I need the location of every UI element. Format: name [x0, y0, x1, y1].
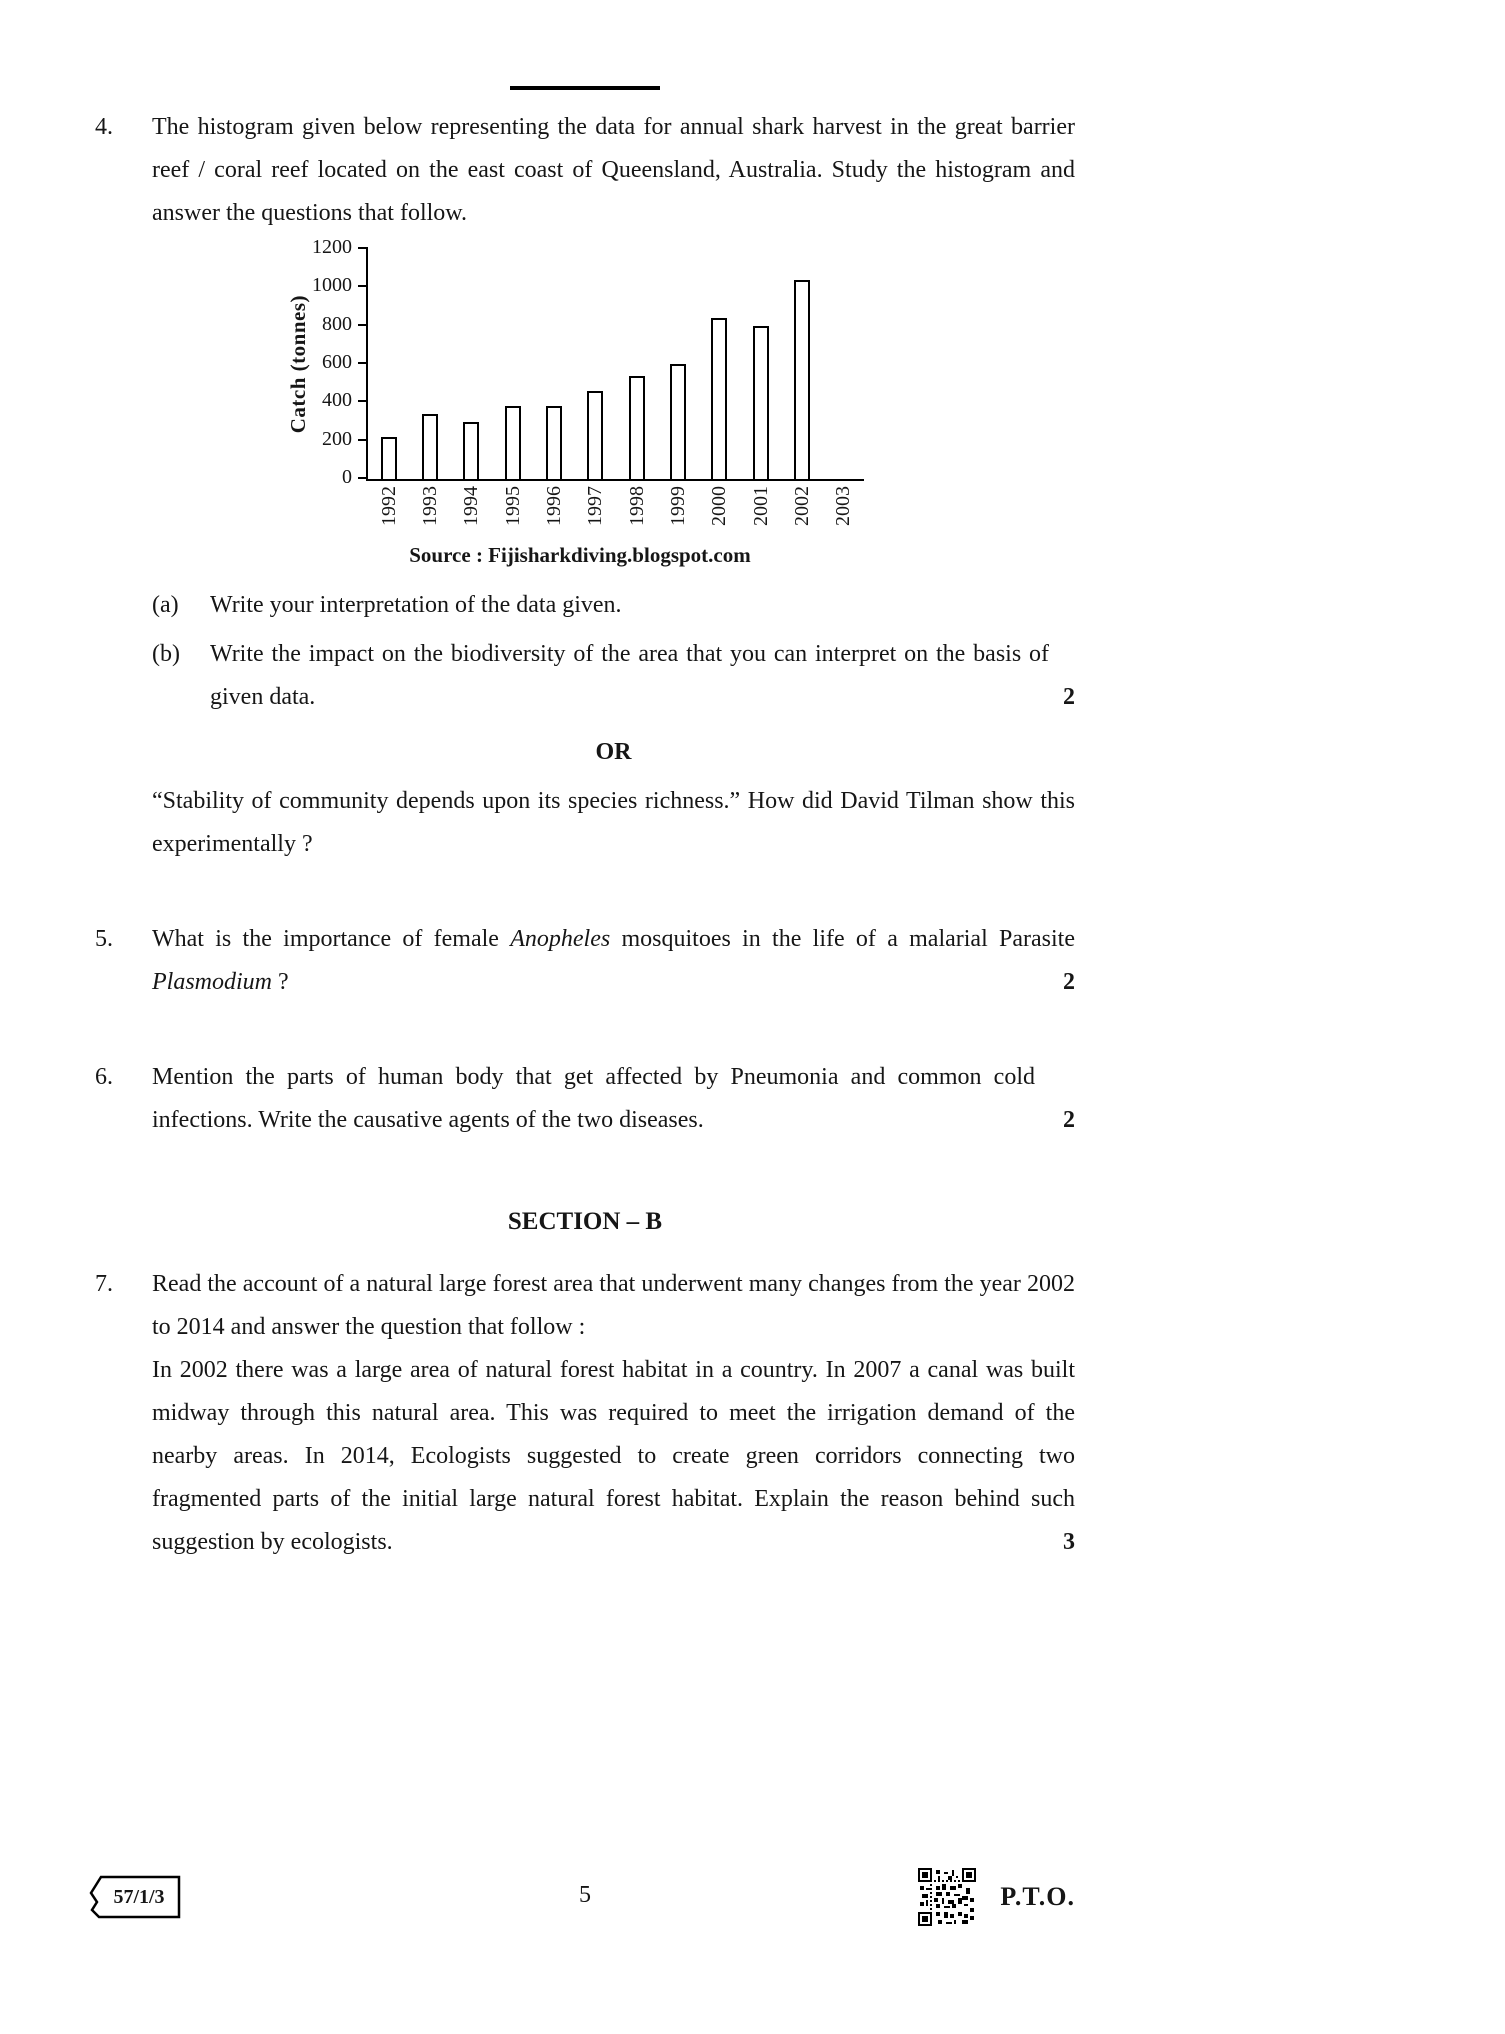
y-axis-tick [322, 312, 368, 335]
y-tick-label: 400 [322, 389, 352, 412]
bar-2001 [753, 326, 769, 479]
x-slot-2000 [699, 486, 740, 539]
bar-slot-1992 [368, 249, 409, 479]
pto-label: P.T.O. [1000, 1882, 1075, 1911]
histogram-plot [312, 236, 864, 488]
page-footer [95, 1868, 1075, 1928]
x-slot-2001 [740, 486, 781, 539]
question-6-number: 6. [95, 1064, 113, 1090]
question-4a-label: (a) [152, 592, 179, 618]
x-slot-2002 [781, 486, 822, 539]
question-4b-text: Write the impact on the biodiversity of the area that you can interpret on the basis of given data. [210, 641, 1049, 710]
bar-slot-2003 [823, 249, 864, 479]
bar-1995 [505, 406, 521, 479]
x-slot-1994 [451, 486, 492, 539]
bar-1997 [587, 391, 603, 479]
question-4 [95, 106, 1075, 866]
question-4a [152, 584, 1075, 627]
question-4a-text: Write your interpretation of the data given. [210, 592, 622, 618]
x-tick-label: 2002 [790, 486, 813, 526]
question-5 [95, 918, 1075, 1004]
bar-slot-1995 [492, 249, 533, 479]
question-5-text-part3: ? [272, 969, 289, 995]
question-4-or-text: “Stability of community depends upon its species richness.” How did David Tilman show this experimentally ? [152, 788, 1075, 857]
bar-1992 [381, 437, 397, 479]
y-tick-label: 1200 [312, 236, 352, 258]
y-tick-label: 800 [322, 312, 352, 335]
bar-slot-1993 [409, 249, 450, 479]
histogram-x-labels [368, 481, 864, 539]
bar-1993 [422, 414, 438, 479]
y-axis-tick [342, 466, 368, 488]
x-slot-1999 [657, 486, 698, 539]
shark-harvest-histogram [152, 236, 1075, 568]
question-6 [95, 1056, 1075, 1142]
bar-slot-1996 [533, 249, 574, 479]
page-number: 5 [579, 1882, 591, 1908]
question-7 [95, 1263, 1075, 1564]
x-tick-label: 1999 [666, 486, 689, 526]
y-axis-tick [322, 351, 368, 373]
bar-1994 [463, 422, 479, 480]
question-7-marks: 3 [1063, 1529, 1075, 1555]
bar-slot-2001 [740, 249, 781, 479]
question-5-text-part1: What is the importance of female [152, 926, 511, 952]
section-b-heading: SECTION – B [507, 1208, 663, 1235]
question-5-anopheles: Anopheles [510, 926, 611, 952]
y-axis-tick [312, 236, 368, 258]
bar-slot-1997 [575, 249, 616, 479]
x-slot-1995 [492, 486, 533, 539]
question-4-intro: The histogram given below representing the data for annual shark harvest in the great barrier reef / coral reef located on the east coast of Queensland, Australia. Study the histogram and answer the questions that follow. [152, 114, 1075, 226]
x-tick-label: 2000 [708, 486, 731, 526]
y-axis-tick [322, 427, 368, 450]
question-4b-label: (b) [152, 641, 180, 667]
bar-2002 [794, 280, 810, 479]
x-tick-label: 2001 [749, 486, 772, 526]
question-7-intro: Read the account of a natural large forest area that underwent many changes from the year 2002 to 2014 and answer the question that follow : [152, 1271, 1075, 1340]
x-tick-label: 2003 [832, 486, 855, 526]
bar-slot-2000 [699, 249, 740, 479]
question-6-text: Mention the parts of human body that get affected by Pneumonia and common cold infections. Write the causative agents of the two diseases. [152, 1064, 1035, 1133]
x-tick-label: 1997 [584, 486, 607, 526]
bar-1996 [546, 406, 562, 479]
question-5-number: 5. [95, 926, 113, 952]
x-tick-label: 1998 [625, 486, 648, 526]
question-7-body: In 2002 there was a large area of natural forest habitat in a country. In 2007 a canal was built midway through this natural area. This was required to meet the irrigation demand of the nearby areas. In 2014, Ecologists suggested to create green corridors connecting two fragmented parts of the initial large natural forest habitat. Explain the reason behind such suggestion by ecologists. [152, 1357, 1075, 1555]
question-4b [152, 633, 1075, 719]
x-tick-label: 1992 [377, 486, 400, 526]
y-tick-label: 600 [322, 351, 352, 373]
exam-page-content [95, 0, 1075, 1564]
question-6-marks: 2 [1063, 1107, 1075, 1133]
question-7-number: 7. [95, 1271, 113, 1297]
y-tick-label: 200 [322, 427, 352, 450]
question-4-number: 4. [95, 114, 113, 140]
chart-y-axis-label: Catch (tonnes) [285, 294, 310, 434]
x-tick-label: 1995 [501, 486, 524, 526]
y-tick-label: 0 [342, 466, 352, 488]
x-slot-1996 [533, 486, 574, 539]
x-slot-1992 [368, 486, 409, 539]
x-tick-label: 1993 [418, 486, 441, 526]
qr-code [918, 1868, 976, 1926]
y-axis-tick [322, 389, 368, 412]
x-slot-1993 [409, 486, 450, 539]
question-5-text-part2: mosquitoes in the life of a malarial Parasite [610, 926, 1075, 952]
x-slot-2003 [823, 486, 864, 539]
x-tick-label: 1994 [460, 486, 483, 526]
question-5-marks: 2 [1063, 969, 1075, 995]
x-slot-1997 [575, 486, 616, 539]
x-slot-1998 [616, 486, 657, 539]
bar-2000 [711, 318, 727, 479]
bar-slot-1998 [616, 249, 657, 479]
y-tick-label: 1000 [312, 274, 352, 297]
question-4-marks: 2 [1063, 684, 1075, 710]
bar-1998 [629, 376, 645, 480]
bar-slot-1999 [657, 249, 698, 479]
question-5-plasmodium: Plasmodium [152, 969, 272, 995]
chart-source: Source : Fijisharkdiving.blogspot.com [409, 543, 751, 567]
or-heading: OR [595, 739, 632, 765]
y-axis-tick [312, 274, 368, 297]
top-divider-rule [510, 86, 660, 90]
paper-code-text: 57/1/3 [113, 1885, 165, 1908]
chart-y-axis-label-wrap [280, 249, 316, 479]
question-5-text [152, 918, 1075, 1004]
bar-1999 [670, 364, 686, 479]
bar-slot-2002 [781, 249, 822, 479]
bar-slot-1994 [451, 249, 492, 479]
x-tick-label: 1996 [542, 486, 565, 526]
